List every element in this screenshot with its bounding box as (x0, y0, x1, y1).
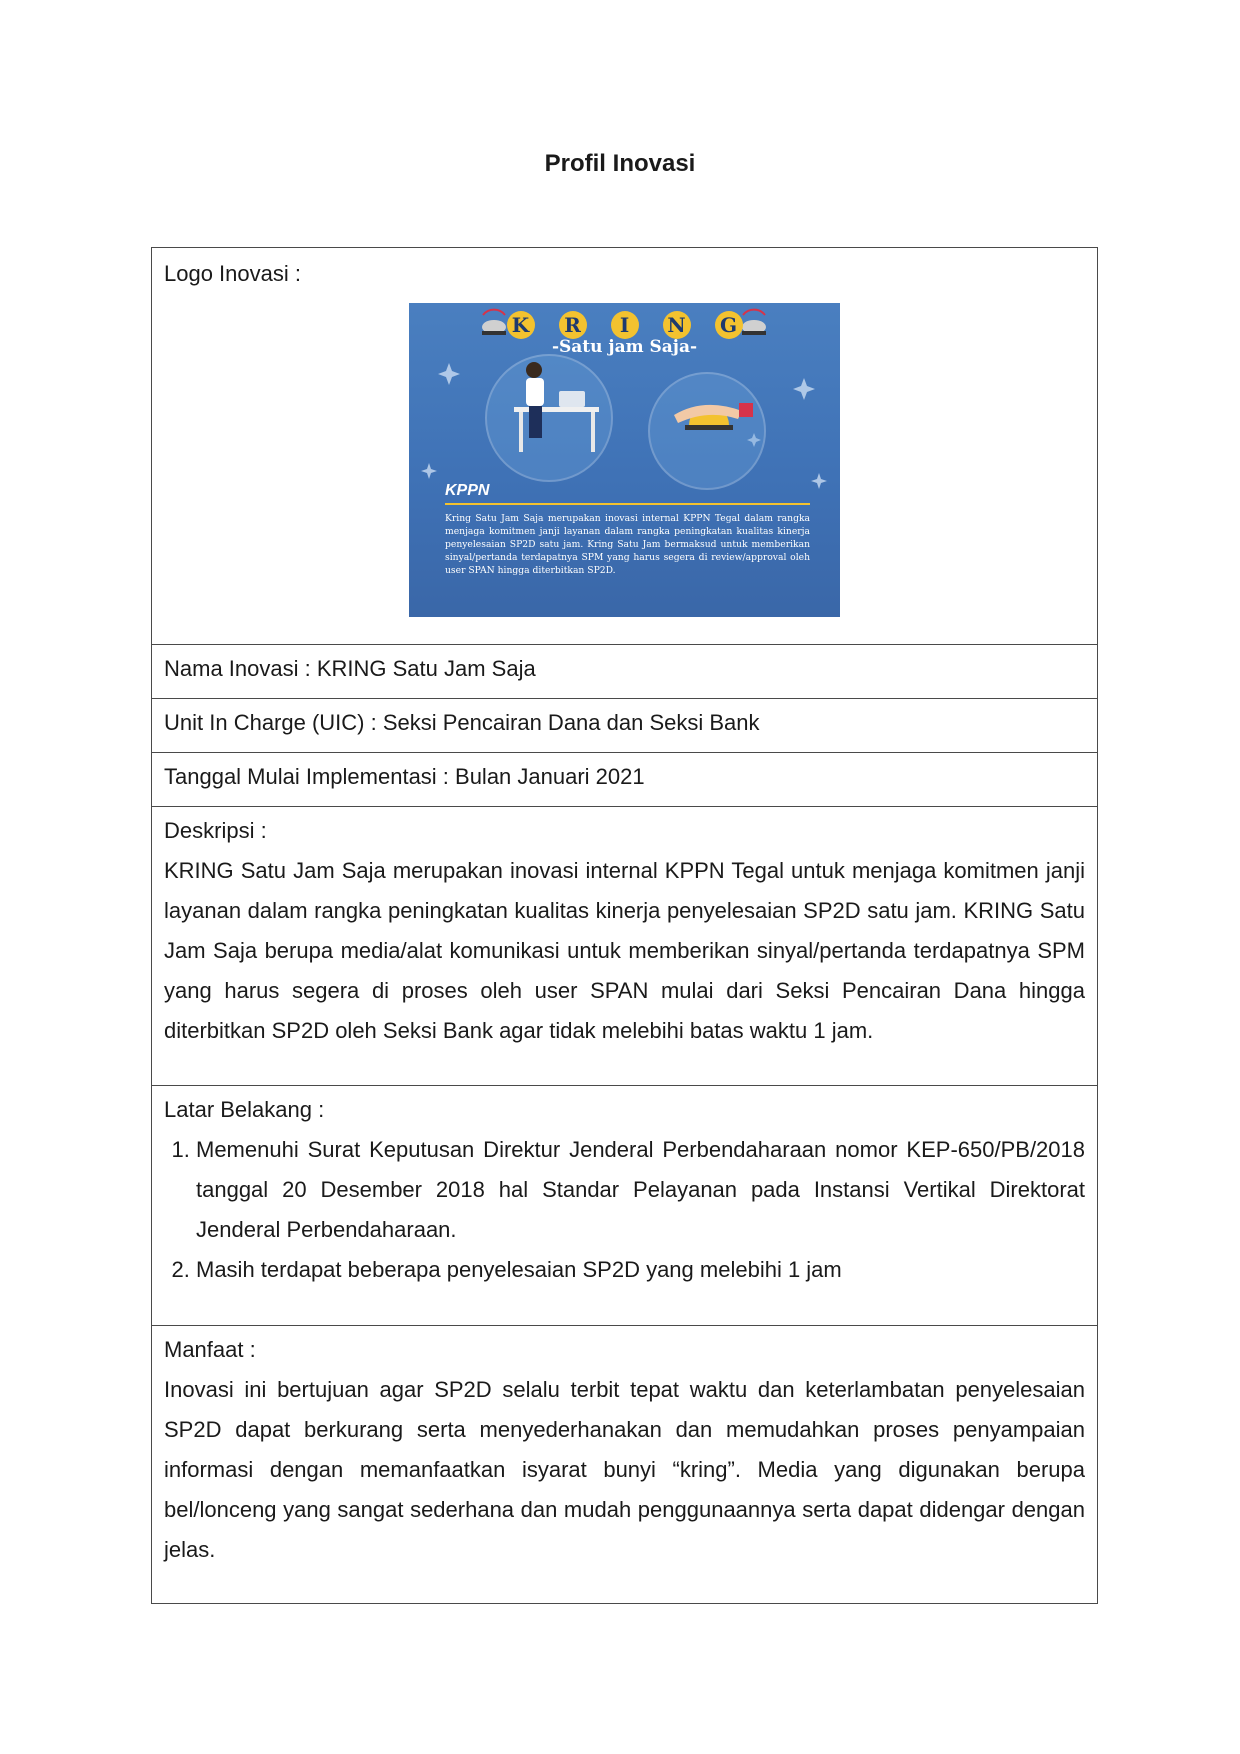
logo-letter: I (611, 311, 639, 339)
list-item: 1. Memenuhi Surat Keputusan Direktur Jenderal Perbendaharaan nomor KEP-650/PB/2018 tanggal 20 Desember 2018 hal Standar Pelayanan pada Instansi Vertikal Direktorat Jenderal Perbendaharaan. (196, 1130, 1085, 1250)
list-item: 2. Masih terdapat beberapa penyelesaian SP2D yang melebihi 1 jam (196, 1250, 1085, 1290)
logo-label: Logo Inovasi : (164, 261, 301, 286)
tanggal-row (152, 753, 1097, 807)
unit-in-charge: Unit In Charge (UIC) : Seksi Pencairan Dana dan Seksi Bank (164, 710, 760, 735)
nama-row (152, 645, 1097, 699)
uic-row (152, 699, 1097, 753)
logo-divider (445, 503, 810, 505)
logo-letter: K (507, 311, 535, 339)
nama-inovasi: Nama Inovasi : KRING Satu Jam Saja (164, 656, 536, 681)
profile-table (151, 247, 1098, 1604)
latar-list (164, 1130, 1085, 1290)
deskripsi-label: Deskripsi : (164, 818, 267, 843)
logo-letters (409, 311, 840, 339)
logo-row (152, 248, 1097, 645)
logo-letter: G (715, 311, 743, 339)
logo-letter: N (663, 311, 691, 339)
logo-subtitle: -Satu jam Saja- (551, 337, 698, 357)
deskripsi-row (152, 807, 1097, 1086)
page-title: Profil Inovasi (544, 150, 696, 177)
latar-row (152, 1086, 1097, 1326)
logo-description: Kring Satu Jam Saja merupakan inovasi internal KPPN Tegal dalam rangka menjaga komitmen janji layanan dalam rangka peningkatan kualitas kinerja penyelesaian SP2D satu jam. Kring Satu Jam bermaksud untuk memberikan sinyal/pertanda terdapatnya SPM yang harus segera di review/approval oleh user SPAN hingga diterbitkan SP2D. (445, 513, 810, 577)
manfaat-label: Manfaat : (164, 1337, 256, 1362)
logo-letter: R (559, 311, 587, 339)
innovation-logo (409, 303, 840, 617)
latar-label: Latar Belakang : (164, 1097, 325, 1122)
manfaat-row (152, 1326, 1097, 1603)
deskripsi-text: KRING Satu Jam Saja merupakan inovasi internal KPPN Tegal untuk menjaga komitmen janji layanan dalam rangka peningkatan kualitas kinerja penyelesaian SP2D satu jam. KRING Satu Jam Saja berupa media/alat komunikasi untuk memberikan sinyal/pertanda terdapatnya SPM yang harus segera di proses oleh user SPAN mulai dari Seksi Pencairan Dana hingga diterbitkan SP2D oleh Seksi Bank agar tidak melebihi batas waktu 1 jam. (164, 858, 1085, 1043)
manfaat-text: Inovasi ini bertujuan agar SP2D selalu terbit tepat waktu dan keterlambatan penyelesaian SP2D dapat berkurang serta menyederhanakan dan memudahkan proses penyampaian informasi dengan memanfaatkan isyarat bunyi “kring”. Media yang digunakan berupa bel/lonceng yang sangat sederhana dan mudah penggunaannya serta dapat didengar dengan jelas. (164, 1377, 1085, 1562)
tanggal-implementasi: Tanggal Mulai Implementasi : Bulan Januari 2021 (164, 764, 645, 789)
logo-brand: KPPN (445, 482, 490, 499)
